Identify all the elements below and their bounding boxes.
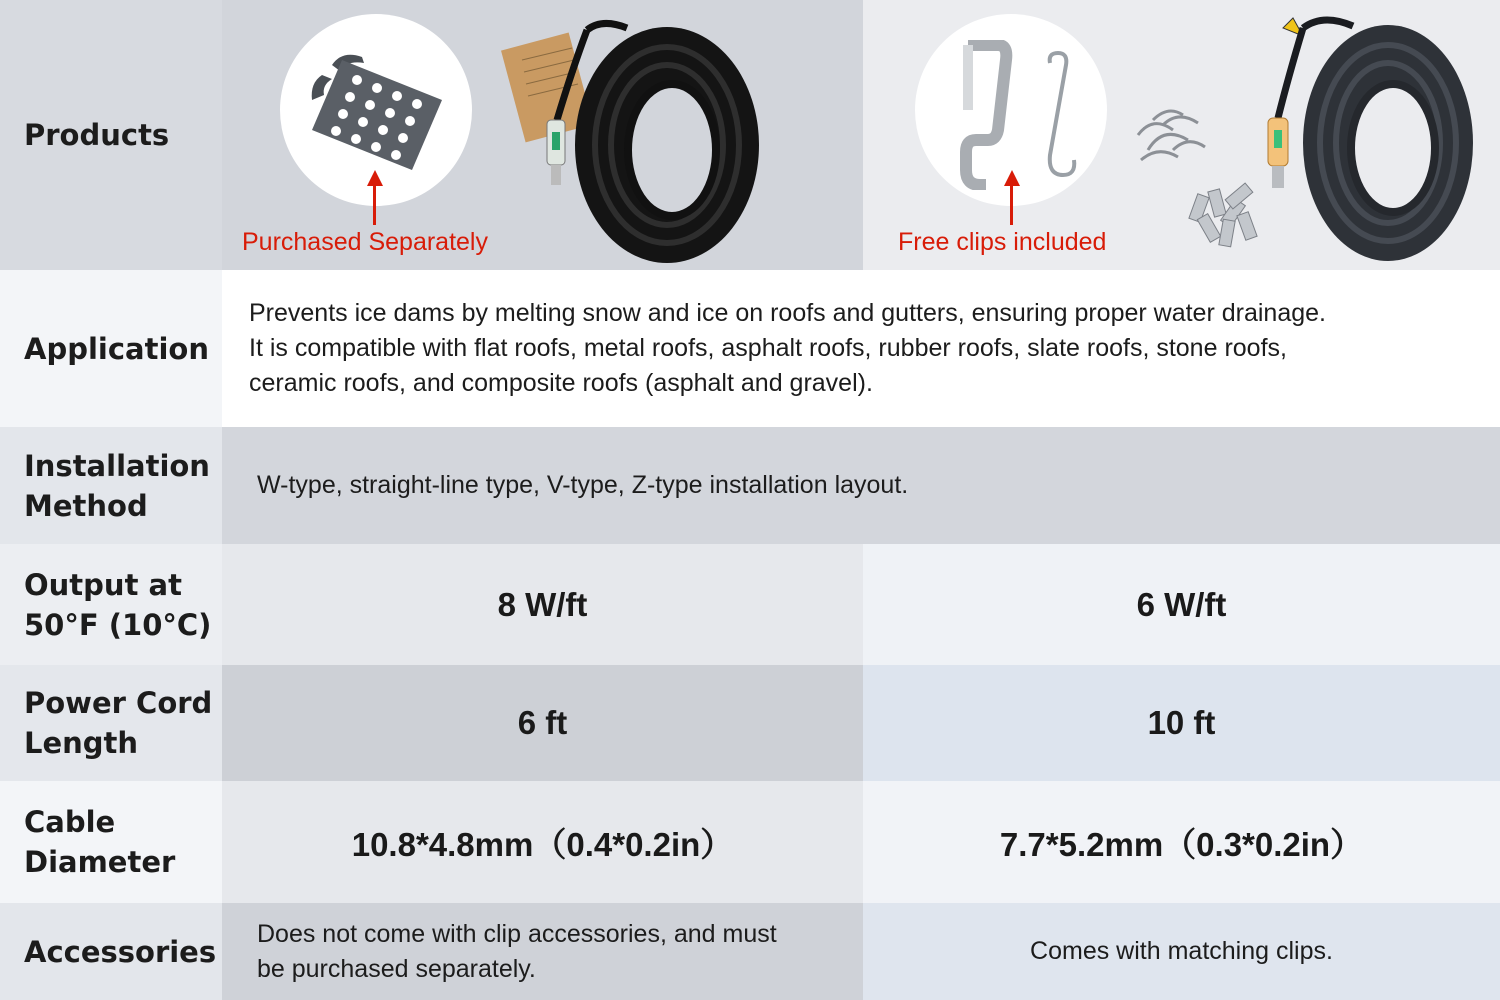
- row-label-output: Output at 50°F (10°C): [0, 544, 222, 665]
- heat-cable-coil-icon: [492, 10, 762, 270]
- arrow-up-icon: [1004, 170, 1020, 186]
- purchased-separately-note: Purchased Separately: [242, 228, 488, 256]
- row-label-power-cord-length: Power Cord Length: [0, 665, 222, 781]
- arrow-up-icon: [367, 170, 383, 186]
- metal-clip-icon: [948, 40, 1018, 190]
- row-label-products: Products: [0, 0, 222, 270]
- hook-clip-icon: [1038, 45, 1088, 185]
- application-line: It is compatible with flat roofs, metal roofs, asphalt roofs, rubber roofs, slate roofs, stone roofs,: [249, 334, 1287, 362]
- product-cell-left: [222, 0, 863, 270]
- output-right: 6 W/ft: [863, 544, 1500, 665]
- installation-description: W-type, straight-line type, V-type, Z-type installation layout.: [222, 427, 1500, 544]
- row-label-cable-diameter: Cable Diameter: [0, 781, 222, 903]
- cable-diameter-right: 7.7*5.2mm（0.3*0.2in）: [863, 781, 1500, 903]
- row-output: [0, 544, 1500, 665]
- application-line: ceramic roofs, and composite roofs (asphalt and gravel).: [249, 369, 873, 397]
- cable-diameter-left: 10.8*4.8mm（0.4*0.2in）: [222, 781, 863, 903]
- row-accessories: [0, 903, 1500, 1000]
- application-line: Prevents ice dams by melting snow and ice on roofs and gutters, ensuring proper water drainage.: [249, 299, 1326, 327]
- power-cord-right: 10 ft: [863, 665, 1500, 781]
- accessories-left: Does not come with clip accessories, and must be purchased separately.: [222, 903, 863, 1000]
- arrow-shaft: [1010, 185, 1013, 225]
- accessories-right: Comes with matching clips.: [863, 903, 1500, 1000]
- power-cord-left: 6 ft: [222, 665, 863, 781]
- row-label-application: Application: [0, 270, 222, 427]
- row-installation-method: [0, 427, 1500, 544]
- arrow-shaft: [373, 185, 376, 225]
- row-products: [0, 0, 1500, 270]
- output-left: 8 W/ft: [222, 544, 863, 665]
- row-cable-diameter: [0, 781, 1500, 903]
- application-description: [222, 270, 1500, 427]
- row-label-installation-method: Installation Method: [0, 427, 222, 544]
- roof-clip-plate-icon: [302, 45, 452, 175]
- heat-cable-coil-icon: [1243, 8, 1493, 268]
- free-clips-note: Free clips included: [898, 228, 1107, 256]
- row-application: [0, 270, 1500, 427]
- product-cell-right: [863, 0, 1500, 270]
- row-label-accessories: Accessories: [0, 903, 222, 1000]
- row-power-cord-length: [0, 665, 1500, 781]
